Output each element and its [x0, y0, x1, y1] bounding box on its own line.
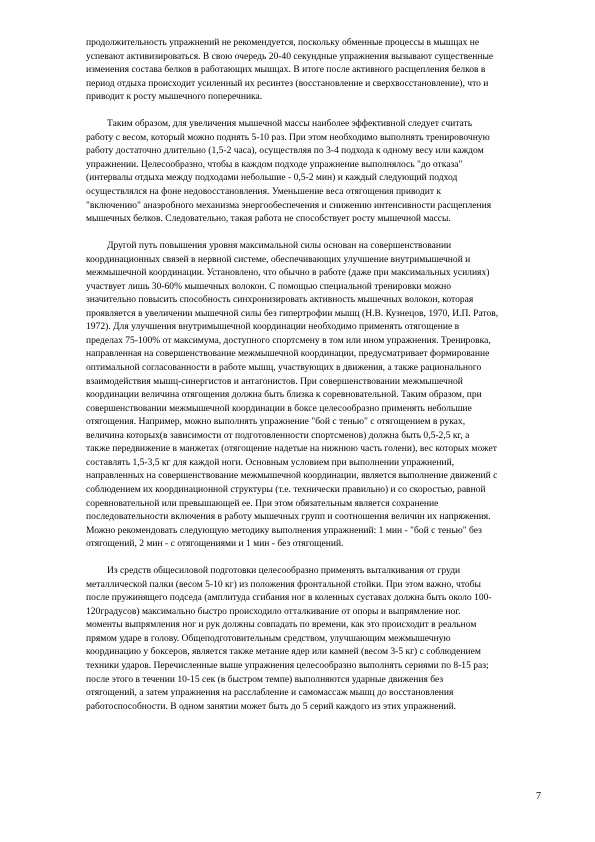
text-line: направленных на совершенствование межмышечной координации, является выполнение движений с — [86, 470, 498, 482]
text-line: приводит к росту мышечного поперечника. — [86, 91, 263, 103]
text-line: 1972). Для улучшения внутримышечной координации необходимо применять отягощение в — [86, 321, 460, 333]
paragraph-gap — [86, 226, 548, 240]
text-line: проявляется в увеличении мышечной силы без гипертрофии мышц (Н.В. Кузнецов, 1970, И.П. Ратов, — [86, 307, 499, 319]
paragraph — [86, 117, 548, 225]
text-line: (интервалы отдыха между подходами небольшие - 0,5-2 мин) и каждый следующий подход — [86, 172, 458, 184]
text-line: "включению" анаэробного механизма энергообеспечения и снижению интенсивности расщепления — [86, 199, 492, 211]
text-line: изменения состава белков в работающих мышцах. В итоге после активного расщепления белков в — [86, 64, 486, 76]
text-line: участвует лишь 30-60% мышечных волокон. С помощью специальной тренировки можно — [86, 280, 452, 292]
text-line: отягощения. Например, можно выполнять упражнение "бой с тенью" с отягощением в руках, — [86, 416, 466, 428]
text-line: взаимодействия мышц-синергистов и антагонистов. При совершенствовании межмышечной — [86, 375, 463, 387]
text-line: после этого в течении 10-15 сек (в быстром темпе) выполняются ударные движения без — [86, 673, 444, 685]
body-text — [86, 36, 548, 713]
text-line: после пружинящего подседа (амплитуда сгибания ног в коленных суставах должна быть около 100- — [86, 592, 492, 604]
text-line: пределах 75-100% от максимума, доступного спортсмену в том или ином упражнения. Тренировка, — [86, 334, 491, 346]
text-line: работоспособности. В одном занятии может быть до 5 серий каждого из этих упражнений. — [86, 700, 457, 712]
paragraph-gap — [86, 104, 548, 118]
text-line: металлической палки (весом 5-10 кг) из положения фронтальной стойки. При этом важно, чтобы — [86, 578, 481, 590]
text-line: отягощений, а затем упражнения на расслабление и самомассаж мышц до восстановления — [86, 687, 454, 699]
text-line: соблюдением их координационной структуры (т.е. технически правильно) и со скоростью, равной — [86, 483, 486, 495]
text-line: значительно повысить способность синхронизировать активность мышечных волокон, которая — [86, 294, 474, 306]
paragraph-gap — [86, 551, 548, 565]
text-line: Другой путь повышения уровня максимальной силы основан на совершенствовании — [107, 240, 452, 252]
text-line: координацию у боксеров, является также метание ядер или камней (весом 3-5 кг) с соблюдением — [86, 646, 481, 658]
paragraph — [86, 564, 548, 713]
text-line: техники ударов. Перечисленные выше упражнения целесообразно выполнять сериями по 8-15 раз; — [86, 660, 489, 672]
text-line: продолжительность упражнений не рекомендуется, поскольку обменные процессы в мышцах не — [86, 37, 480, 48]
text-line: последовательности включения в работу мышечных групп и соотношения величин их напряжения. — [86, 511, 491, 523]
text-line: Можно рекомендовать следующую методику выполнения упражнений: 1 мин - "бой с тенью" без — [86, 524, 482, 536]
text-line: также передвижение в манжетах (отягощение надетые на нижнюю часть голени), вес которых может — [86, 443, 497, 455]
text-line: величина которых(в зависимости от подготовленности спортсменов) должна быть 0,5-2,5 кг, а — [86, 429, 470, 441]
text-line: соревновательной или превышающей ее. При этом обязательным является сохранение — [86, 497, 439, 509]
text-line: совершенствовании межмышечной координации в боксе целесообразно применять небольшие — [86, 402, 472, 414]
text-line: оптимальной согласованности в работе мышц, участвующих в движения, а также рационального — [86, 362, 482, 374]
text-line: координации величина отягощения должна быть близка к соревновательной. Таким образом, при — [86, 389, 482, 401]
page-number: 7 — [536, 791, 541, 802]
text-line: осуществлялся на фоне недовосстановления. Уменьшение веса отягощения приводит к — [86, 185, 442, 197]
text-line: межмышечной координации. Установлено, что обычно в работе (даже при максимальных усилиях) — [86, 267, 490, 279]
text-line: упражнении. Целесообразно, чтобы в каждом подходе упражнение выполнялось "до отказа" — [86, 158, 463, 170]
text-line: мышечных белков. Следовательно, такая работа не способствует росту мышечной массы. — [86, 213, 451, 225]
text-line: направленная на совершенствование межмышечной координации, предусматривает формирование — [86, 348, 490, 360]
paragraph — [86, 239, 548, 551]
text-line: составлять 1,5-3,5 кг для каждой ноги. Основным условием при выполнении упражнений, — [86, 456, 455, 468]
text-line: работу достаточно длительно (1,5-2 часа), осуществляя по 3-4 подхода к одному весу или каждом — [86, 145, 484, 157]
text-line: моменты выпрямления ног и рук должны совпадать по времени, как это происходит в реальном — [86, 619, 477, 631]
text-line: 120градусов) максимально быстро происходило отталкивание от опоры и выпрямление ног. — [86, 605, 461, 617]
text-line: успевают активизироваться. В свою очередь 20-40 секундные упражнения вызывают существенные — [86, 50, 494, 62]
text-line: отягощений, 2 мин - с отягощениями и 1 мин - без отягощений. — [86, 538, 344, 550]
text-line: Из средств общесиловой подготовки целесообразно применять выталкивания от груди — [107, 565, 461, 577]
paragraph — [86, 36, 548, 104]
text-line: Таким образом, для увеличения мышечной массы наиболее эффективной следует считать — [107, 118, 473, 130]
text-line: работу с весом, который можно поднять 5-10 раз. При этом необходимо выполнять тренировочную — [86, 131, 490, 143]
text-line: период отдыха происходит усиленный их ресинтез (восстановление и сверхвосстановление), что и — [86, 77, 489, 89]
text-line: прямом ударе в голову. Общеподготовительным средством, улучшающим межмышечную — [86, 632, 451, 644]
text-line: координационных связей в нервной системе, обеспечивающих улучшение внутримышечной и — [86, 253, 471, 265]
